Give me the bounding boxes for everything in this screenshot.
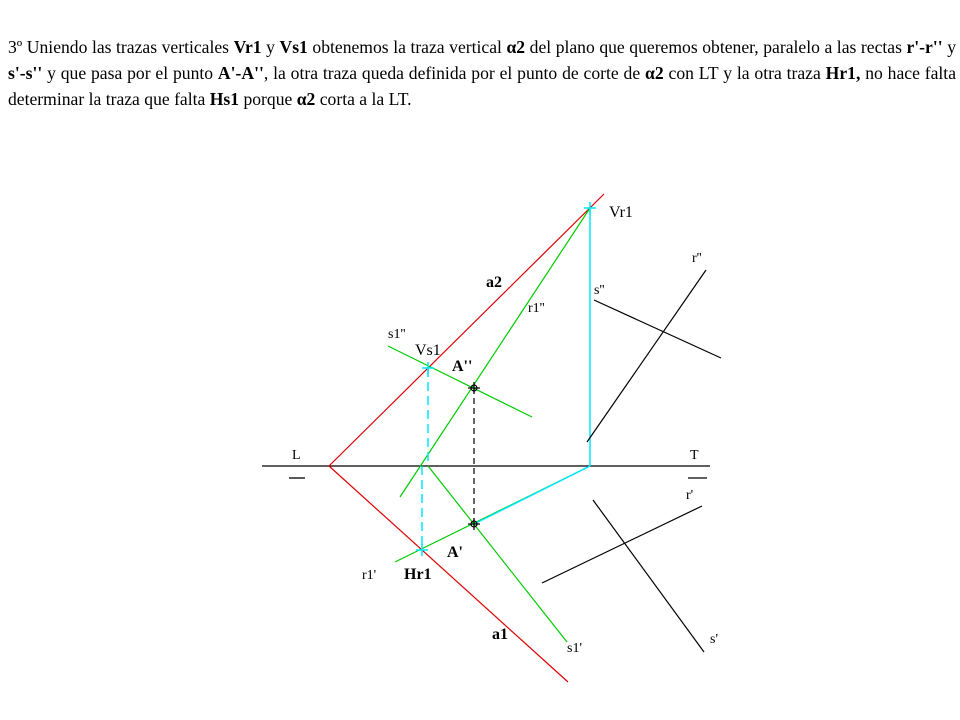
label-s-vertical: s'' [594, 283, 605, 298]
caption-part: con LT y la otra traza [663, 63, 826, 83]
caption-part: del plano que queremos obtener, paralelo a las rectas [525, 37, 907, 57]
caption-part: , la otra traza queda definida por el punto de corte de [263, 63, 646, 83]
label-r1-horizontal: r1' [362, 568, 377, 583]
line-s-horizontal-projection [593, 500, 704, 652]
label-vs1: Vs1 [415, 342, 441, 359]
caption-part: no hace falta determinar la traza que falta [8, 63, 957, 109]
label-alpha1: a1 [492, 626, 508, 643]
caption-bold: Hs1 [209, 89, 240, 109]
line-r-vertical-projection [587, 270, 706, 442]
caption-part: corta a la LT. [315, 89, 412, 109]
caption-bold: Hr1, [825, 63, 861, 83]
caption-part: obtenemos la traza vertical [307, 37, 507, 57]
line-s-vertical-projection [594, 300, 721, 358]
label-t: T [690, 448, 699, 463]
label-vr1: Vr1 [609, 204, 633, 221]
caption-bold: A'-A'' [217, 63, 264, 83]
label-r1-vertical: r1'' [528, 301, 545, 316]
caption-part: 3º Uniendo las trazas verticales [8, 37, 234, 57]
label-r-vertical: r'' [692, 251, 702, 266]
caption-bold: s'-s'' [8, 63, 43, 83]
caption-part: y que pasa por el punto [42, 63, 218, 83]
caption-bold: α2 [645, 63, 664, 83]
caption-bold: r'-r'' [906, 37, 943, 57]
caption-bold: Vs1 [279, 37, 308, 57]
label-s-horizontal: s' [710, 632, 718, 647]
label-s1-horizontal: s1' [567, 641, 582, 656]
label-a-horizontal: A' [447, 544, 463, 561]
caption-bold: α2 [296, 89, 316, 109]
caption-part: y [942, 37, 956, 57]
horizontal-projection-segment [474, 466, 590, 524]
label-a-vertical: A'' [452, 358, 473, 375]
label-hr1: Hr1 [404, 566, 432, 583]
caption-part: porque [239, 89, 297, 109]
line-r-horizontal-projection [542, 506, 702, 583]
caption-bold: Vr1 [233, 37, 262, 57]
label-l: L [292, 448, 301, 463]
label-alpha2: a2 [486, 274, 502, 291]
caption-part: y [261, 37, 280, 57]
point-a-vertical-marker [468, 382, 480, 394]
caption-bold: α2 [506, 37, 526, 57]
label-s1-vertical: s1'' [388, 327, 406, 342]
trace-alpha2 [329, 194, 604, 466]
label-r-horizontal: r' [686, 488, 694, 503]
